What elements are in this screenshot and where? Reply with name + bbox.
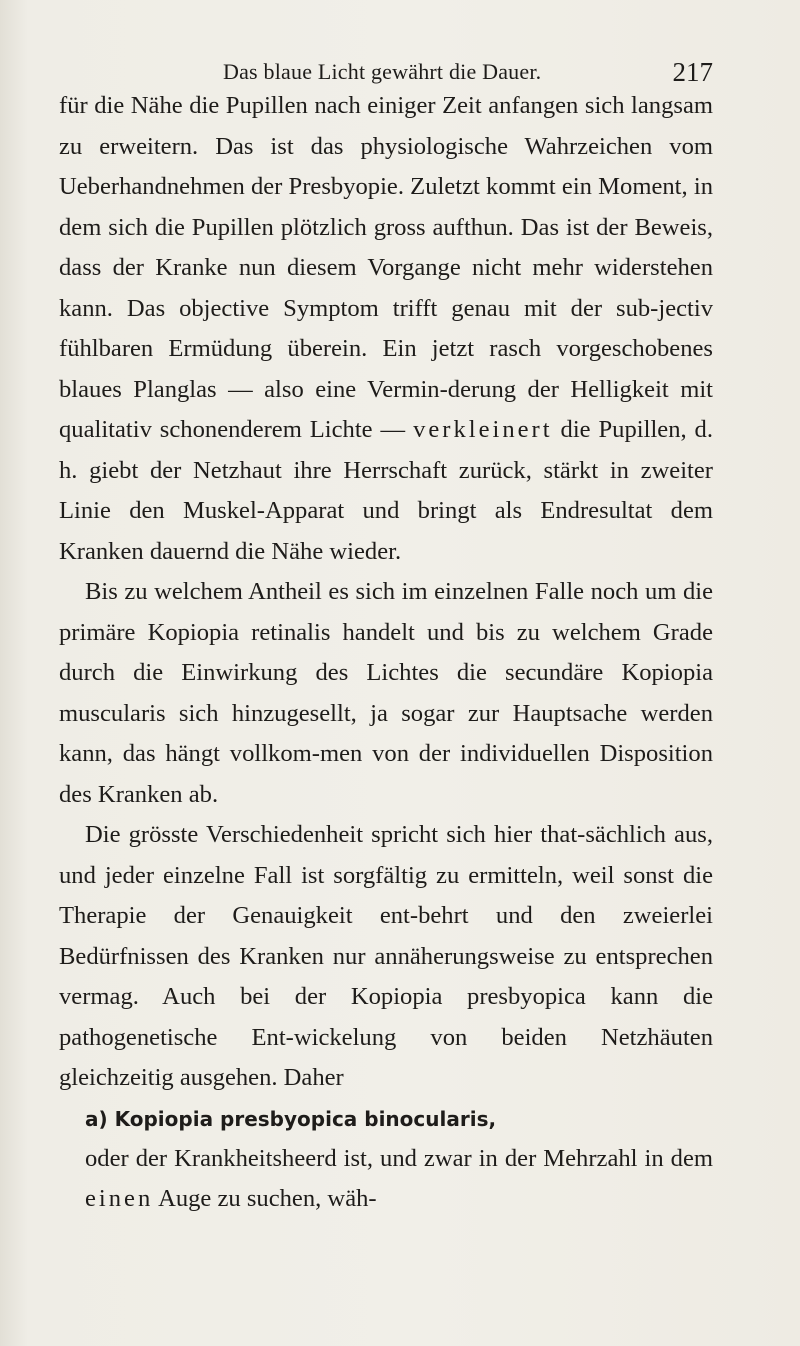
emphasized-word: einen	[85, 1185, 154, 1212]
section-paragraph	[59, 1139, 713, 1220]
page-number: 217	[672, 57, 713, 87]
paragraph-text: die Pupillen, d. h. giebt der Netzhaut ihre Herrschaft zurück, stärkt in zweiter Linie den Muskel-Apparat und bringt als Endresultat dem Kranken dauernd die Nähe wieder.	[59, 416, 714, 565]
page-header	[223, 54, 713, 90]
paragraph-text: Auge zu suchen, wäh-	[158, 1185, 377, 1212]
emphasized-word: verkleinert	[413, 416, 553, 443]
paragraph-text: für die Nähe die Pupillen nach einiger Zeit anfangen sich langsam zu erweitern. Das ist das physiologische Wahrzeichen vom Ueberhandnehmen der Presbyopie. Zuletzt kommt ein Moment, in dem sich die Pupillen plötzlich gross aufthun. Das ist der Beweis, dass der Kranke nun diesem Vorgange nicht mehr widerstehen kann. Das objective Symptom trifft genau mit der sub-jectiv fühlbaren Ermüdung überein. Ein jetzt rasch vorgeschobenes blaues Planglas — also eine Vermin-derung der Helligkeit mit qualitativ schonenderem Lichte —	[59, 92, 713, 443]
paragraph-continued	[59, 86, 713, 572]
paragraph: Bis zu welchem Antheil es sich im einzelnen Falle noch um die primäre Kopiopia retinalis handelt und bis zu welchem Grade durch die Einwirkung des Lichtes die secundäre Kopiopia muscularis sich hinzugesellt, ja sogar zur Hauptsache werden kann, das hängt vollkom-men von der individuellen Disposition des Kranken ab.	[59, 578, 713, 808]
paragraph-text: oder der Krankheitsheerd ist, und zwar in der Mehrzahl in dem	[85, 1144, 713, 1172]
paragraph: Die grösste Verschiedenheit spricht sich hier that-sächlich aus, und jeder einzelne Fall ist sorgfältig zu ermitteln, weil sonst die Therapie der Genauigkeit ent-behrt und den zweierlei Bedürfnissen des Kranken nur annäherungsweise zu entsprechen vermag. Auch bei der Kopiopia presbyopica kann die pathogenetische Ent-wickelung von beiden Netzhäuten gleichzeitig ausgehen. Daher	[59, 821, 713, 1091]
running-title: Das blaue Licht gewährt die Dauer.	[223, 59, 542, 84]
body-text	[59, 86, 713, 1220]
section-heading: a) Kopiopia presbyopica binocularis,	[85, 1106, 497, 1131]
